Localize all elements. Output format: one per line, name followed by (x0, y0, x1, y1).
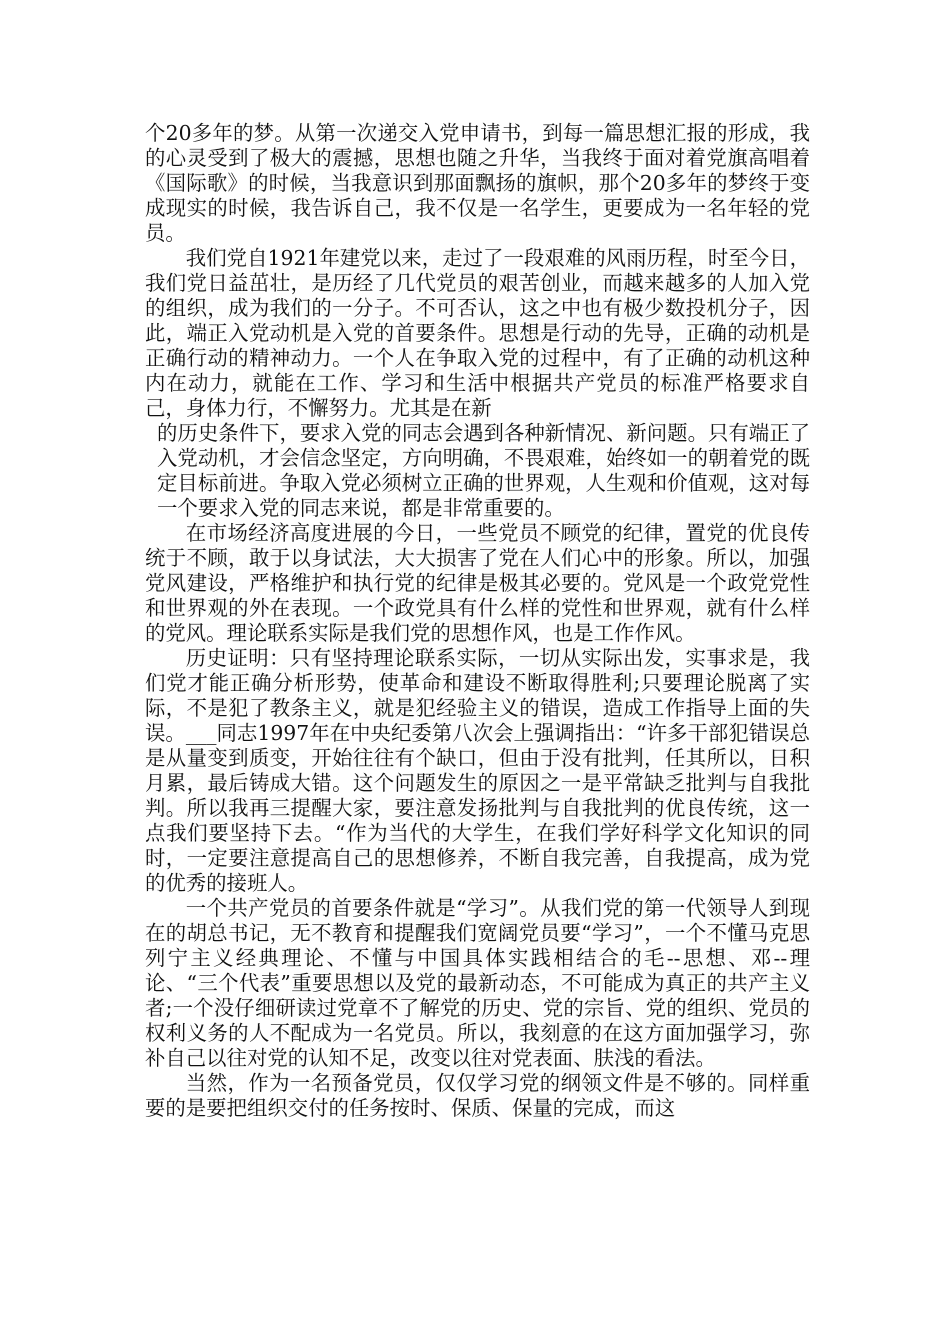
paragraph-1: 个20多年的梦。从第一次递交入党申请书，到每一篇思想汇报的形成，我的心灵受到了极大的震撼，思想也随之升华，当我终于面对着党旗高唱着《国际歌》的时候，当我意识到那面飘扬的旗帜，那个20多年的梦终于变成现实的时候，我告诉自己，我不仅是一名学生，更要成为一名年轻的党员。 (145, 121, 810, 245)
paragraph-2: 我们党自1921年建党以来，走过了一段艰难的风雨历程，时至今日，我们党日益茁壮，是历经了几代党员的艰苦创业，而越来越多的人加入党的组织，成为我们的一分子。不可否认，这之中也有极少数投机分子，因此，端正入党动机是入党的首要条件。思想是行动的先导，正确的动机是正确行动的精神动力。一个人在争取入党的过程中，有了正确的动机这种内在动力，就能在工作、学习和生活中根据共产党员的标准严格要求自己，身体力行，不懈努力。尤其是在新 (145, 246, 810, 420)
paragraph-7: 当然，作为一名预备党员，仅仅学习党的纲领文件是不够的。同样重要的是要把组织交付的任务按时、保质、保量的完成，而这 (145, 1071, 810, 1120)
paragraph-6: 一个共产党员的首要条件就是“学习”。从我们党的第一代领导人到现在的胡总书记，无不教育和提醒我们宽阔党员要“学习”，一个不懂马克思列宁主义经典理论、不懂与中国具体实践相结合的毛--思想、邓--理论、“三个代表”重要思想以及党的最新动态，不可能成为真正的共产主义者;一个没仔细研读过党章不了解党的历史、党的宗旨、党的组织、党员的权利义务的人不配成为一名党员。所以，我刻意的在这方面加强学习，弥补自己以往对党的认知不足，改变以往对党表面、肤浅的看法。 (145, 896, 810, 1070)
paragraph-3: 的历史条件下，要求入党的同志会遇到各种新情况、新问题。只有端正了入党动机，才会信念坚定，方向明确，不畏艰难，始终如一的朝着党的既定目标前进。争取入党必须树立正确的世界观，人生观和价值观，这对每一个要求入党的同志来说，都是非常重要的。 (157, 421, 810, 520)
document-body (145, 121, 810, 1121)
paragraph-5: 历史证明：只有坚持理论联系实际，一切从实际出发，实事求是，我们党才能正确分析形势，使革命和建设不断取得胜利;只要理论脱离了实际，不是犯了教条主义，就是犯经验主义的错误，造成工作指导上面的失误。___同志1997年在中央纪委第八次会上强调指出：“许多干部犯错误总是从量变到质变，开始往往有个缺口，但由于没有批判，任其所以，日积月累，最后铸成大错。这个问题发生的原因之一是平常缺乏批判与自我批判。所以我再三提醒大家，要注意发扬批判与自我批判的优良传统，这一点我们要坚持下去。“作为当代的大学生，在我们学好科学文化知识的同时，一定要注意提高自己的思想修养，不断自我完善，自我提高，成为党的优秀的接班人。 (145, 646, 810, 895)
paragraph-4: 在市场经济高度进展的今日，一些党员不顾党的纪律，置党的优良传统于不顾，敢于以身试法，大大损害了党在人们心中的形象。所以，加强党风建设，严格维护和执行党的纪律是极其必要的。党风是一个政党党性和世界观的外在表现。一个政党具有什么样的党性和世界观，就有什么样的党风。理论联系实际是我们党的思想作风，也是工作作风。 (145, 521, 810, 645)
